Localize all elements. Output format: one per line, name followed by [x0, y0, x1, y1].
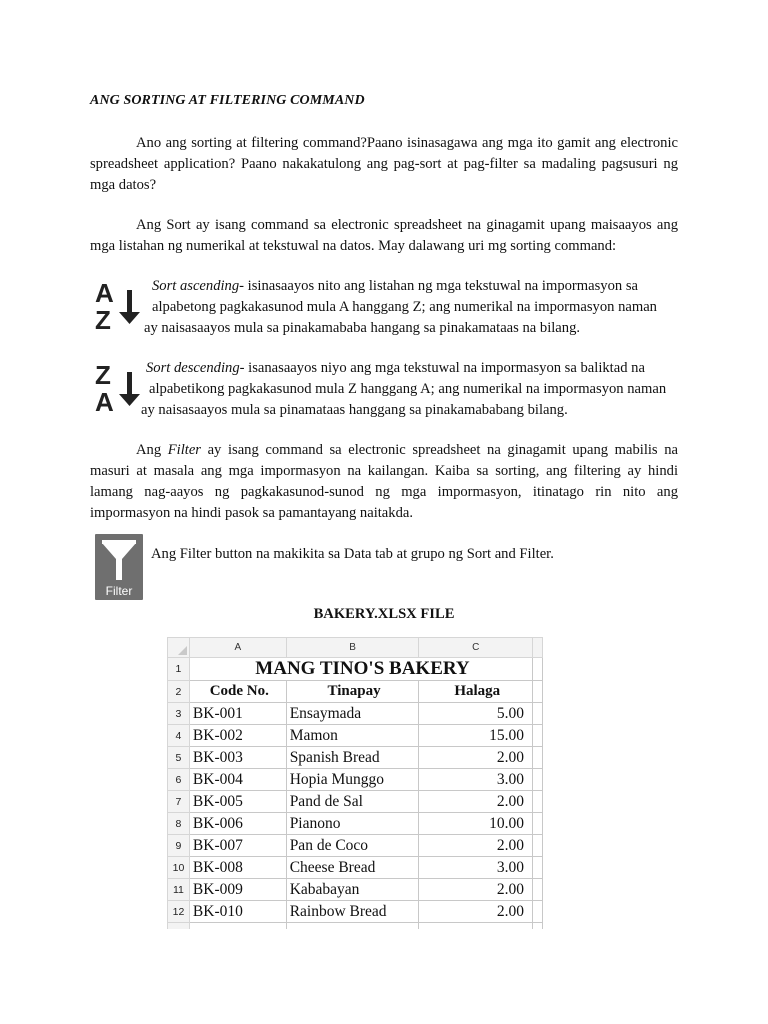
- halaga-cell[interactable]: 2.00: [419, 747, 533, 769]
- sort-descending-item: [90, 358, 678, 421]
- empty-cell[interactable]: [286, 923, 419, 930]
- code-cell[interactable]: BK-005: [189, 791, 286, 813]
- sort-descending-line2: alpabetikong pagkakasunod mula Z hanggang A; ang numerikal na impormasyon naman: [149, 381, 667, 397]
- document-title: ANG SORTING AT FILTERING COMMAND: [90, 93, 365, 108]
- tinapay-cell[interactable]: Kababayan: [286, 879, 419, 901]
- table-row: [168, 703, 543, 725]
- code-cell[interactable]: BK-003: [189, 747, 286, 769]
- halaga-cell[interactable]: 3.00: [419, 857, 533, 879]
- halaga-cell[interactable]: 10.00: [419, 813, 533, 835]
- filter-term: Filter: [167, 442, 201, 458]
- row-header[interactable]: 4: [168, 725, 190, 747]
- filter-paragraph: [90, 440, 678, 524]
- tinapay-cell[interactable]: Pianono: [286, 813, 419, 835]
- table-row: [168, 813, 543, 835]
- spreadsheet: [167, 637, 543, 937]
- code-cell[interactable]: BK-008: [189, 857, 286, 879]
- banner-cell[interactable]: MANG TINO'S BAKERY: [189, 658, 532, 681]
- column-header-c[interactable]: C: [419, 638, 533, 658]
- row-header[interactable]: 7: [168, 791, 190, 813]
- row-header[interactable]: 8: [168, 813, 190, 835]
- row-header[interactable]: 9: [168, 835, 190, 857]
- sort-az-letter-top: A: [95, 278, 114, 308]
- row-header[interactable]: 2: [168, 681, 190, 703]
- column-header-b[interactable]: B: [286, 638, 419, 658]
- halaga-cell[interactable]: 2.00: [419, 835, 533, 857]
- empty-cell[interactable]: [189, 923, 286, 930]
- sort-ascending-line1: isinasaayos nito ang listahan ng mga tekstuwal na impormasyon sa: [244, 278, 638, 294]
- select-all-corner[interactable]: [168, 638, 190, 658]
- table-row: [168, 901, 543, 923]
- sort-descending-line1: isanasaayos niyo ang mga tekstuwal na impormasyon sa baliktad na: [244, 360, 645, 376]
- tinapay-cell[interactable]: Rainbow Bread: [286, 901, 419, 923]
- header-halaga[interactable]: Halaga: [419, 681, 533, 703]
- row-header[interactable]: 12: [168, 901, 190, 923]
- empty-cell[interactable]: [533, 769, 543, 791]
- tinapay-cell[interactable]: Ensaymada: [286, 703, 419, 725]
- code-cell[interactable]: BK-001: [189, 703, 286, 725]
- intro-text: Ano ang sorting at filtering command?Paano isinasagawa ang mga ito gamit ang electronic spreadsheet application? Paano nakakatulong ang pag-sort at pag-filter sa madaling pagsusuri ng mga datos?: [90, 135, 678, 193]
- empty-cell[interactable]: [533, 725, 543, 747]
- filter-button-label: Filter: [105, 584, 133, 598]
- intro-paragraph: [90, 133, 678, 196]
- filter-lead: Ang: [136, 442, 168, 458]
- table-row: [168, 769, 543, 791]
- filter-rest: ay isang command sa electronic spreadsheet na ginagamit upang mabilis na masuri at masala ang mga impormasyon na kailangan. Kaiba sa sorting, ang filtering ay hindi lamang nag-aayos ng pagkakasunod-sunod ng mga impormasyon, itinatago rin nito ang impormasyon na hindi pasok sa pamantayang naitakda.: [90, 442, 678, 521]
- halaga-cell[interactable]: 3.00: [419, 769, 533, 791]
- sort-za-icon: [94, 360, 144, 416]
- empty-cell[interactable]: [533, 703, 543, 725]
- empty-cell[interactable]: [419, 923, 533, 930]
- filter-button[interactable]: [95, 534, 143, 600]
- halaga-cell[interactable]: 5.00: [419, 703, 533, 725]
- column-header-a[interactable]: A: [189, 638, 286, 658]
- row-header[interactable]: 1: [168, 658, 190, 681]
- code-cell[interactable]: BK-004: [189, 769, 286, 791]
- sort-ascending-line2: alpabetong pagkakasunod mula A hanggang Z; ang numerikal na impormasyon naman: [152, 299, 657, 315]
- sort-ascending-term: Sort ascending-: [152, 278, 245, 294]
- halaga-cell[interactable]: 2.00: [419, 879, 533, 901]
- empty-cell[interactable]: [533, 923, 543, 930]
- empty-cell[interactable]: [533, 791, 543, 813]
- tinapay-cell[interactable]: Pan de Coco: [286, 835, 419, 857]
- sheet-caption: BAKERY.XLSX FILE: [313, 606, 455, 622]
- filter-button-description: Ang Filter button na makikita sa Data tab at grupo ng Sort and Filter.: [151, 546, 554, 562]
- sort-az-letter-bottom: Z: [95, 305, 111, 334]
- halaga-cell[interactable]: 2.00: [419, 901, 533, 923]
- sort-za-letter-bottom: A: [95, 387, 114, 416]
- row-header[interactable]: 6: [168, 769, 190, 791]
- tinapay-cell[interactable]: Pand de Sal: [286, 791, 419, 813]
- row-header[interactable]: 3: [168, 703, 190, 725]
- sort-paragraph: [90, 215, 678, 257]
- tinapay-cell[interactable]: Cheese Bread: [286, 857, 419, 879]
- row-header[interactable]: 10: [168, 857, 190, 879]
- empty-cell[interactable]: [533, 658, 543, 681]
- code-cell[interactable]: BK-006: [189, 813, 286, 835]
- funnel-icon: [102, 540, 136, 582]
- empty-cell[interactable]: [533, 857, 543, 879]
- tinapay-cell[interactable]: Spanish Bread: [286, 747, 419, 769]
- column-header-next[interactable]: [533, 638, 543, 658]
- sort-za-letter-top: Z: [95, 360, 111, 390]
- code-cell[interactable]: BK-010: [189, 901, 286, 923]
- table-row: [168, 857, 543, 879]
- empty-cell[interactable]: [533, 681, 543, 703]
- empty-cell[interactable]: [533, 813, 543, 835]
- sort-descending-term: Sort descending-: [146, 360, 245, 376]
- empty-cell[interactable]: [533, 747, 543, 769]
- code-cell[interactable]: BK-009: [189, 879, 286, 901]
- table-row: [168, 791, 543, 813]
- sort-ascending-item: [90, 276, 678, 339]
- empty-cell[interactable]: [533, 835, 543, 857]
- table-row: [168, 835, 543, 857]
- filter-button-row: [95, 534, 675, 600]
- table-row: [168, 725, 543, 747]
- code-cell[interactable]: BK-002: [189, 725, 286, 747]
- code-cell[interactable]: BK-007: [189, 835, 286, 857]
- table-row: [168, 747, 543, 769]
- tinapay-cell[interactable]: Mamon: [286, 725, 419, 747]
- sort-text: Ang Sort ay isang command sa electronic spreadsheet na ginagamit upang maisaayos ang mga listahan ng numerikal at tekstuwal na datos. May dalawang uri mg sorting command:: [90, 217, 678, 254]
- row-header[interactable]: 11: [168, 879, 190, 901]
- tinapay-cell[interactable]: Hopia Munggo: [286, 769, 419, 791]
- row-header[interactable]: [168, 923, 190, 930]
- sort-az-icon: [94, 278, 144, 334]
- sort-descending-line3: ay naisasaayos mula sa pinamataas hanggang sa pinakamababang bilang.: [141, 402, 568, 418]
- empty-cell[interactable]: [533, 879, 543, 901]
- sort-ascending-line3: ay naisasaayos mula sa pinakamababa hangang sa pinakamataas na bilang.: [144, 320, 581, 336]
- header-tinapay[interactable]: Tinapay: [286, 681, 419, 703]
- header-code[interactable]: Code No.: [189, 681, 286, 703]
- halaga-cell[interactable]: 2.00: [419, 791, 533, 813]
- empty-cell[interactable]: [533, 901, 543, 923]
- row-header[interactable]: 5: [168, 747, 190, 769]
- table-row: [168, 879, 543, 901]
- halaga-cell[interactable]: 15.00: [419, 725, 533, 747]
